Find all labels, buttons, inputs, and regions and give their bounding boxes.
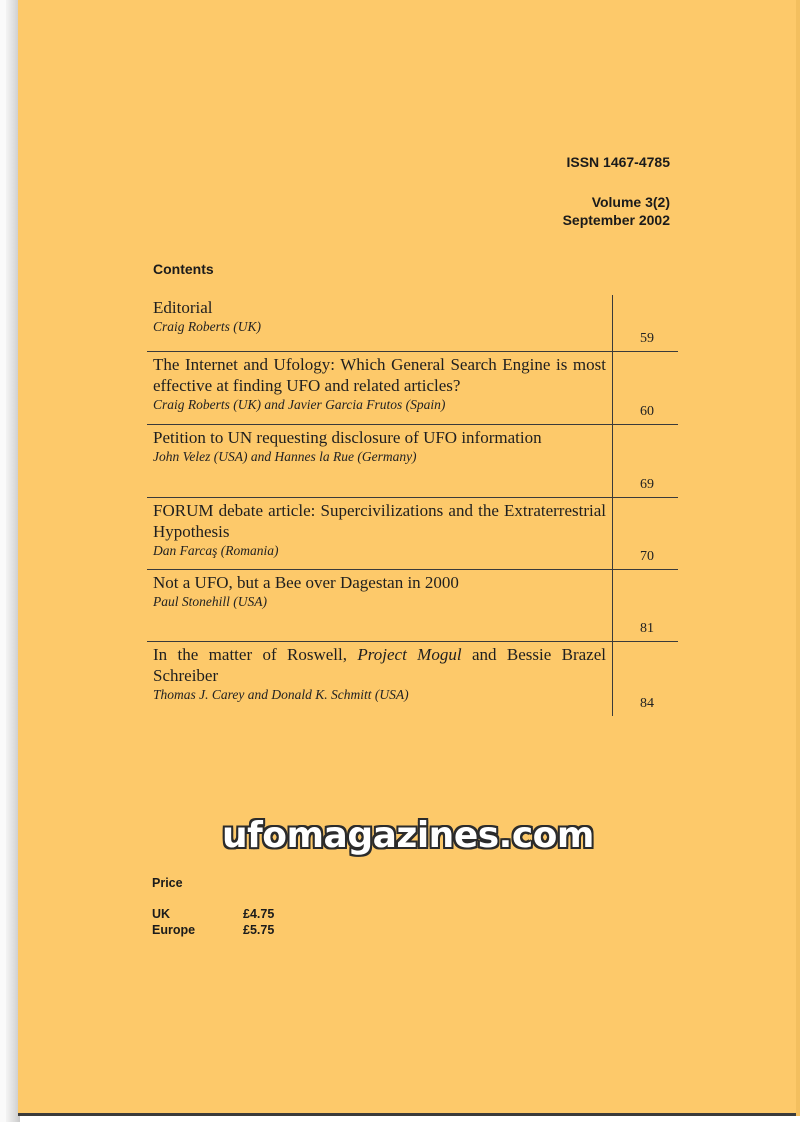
toc-entry-text <box>147 425 613 497</box>
toc-entry-search-engine[interactable] <box>147 352 678 425</box>
toc-title-italic: Project Mogul <box>357 645 462 664</box>
toc-entry-author: Craig Roberts (UK) <box>153 319 261 334</box>
toc-entry-author: Thomas J. Carey and Donald K. Schmitt (USA) <box>153 687 409 702</box>
toc-entry-title: Editorial <box>153 298 213 317</box>
toc-entry-editorial[interactable] <box>147 295 678 352</box>
watermark: ufomagazines.com <box>222 815 594 856</box>
toc-entry-title: Petition to UN requesting disclosure of UFO information <box>153 428 542 447</box>
price-amount: £4.75 <box>243 907 275 921</box>
toc-entry-title: Not a UFO, but a Bee over Dagestan in 2000 <box>153 573 459 592</box>
volume-info <box>563 193 670 229</box>
toc-entry-dagestan-bee[interactable] <box>147 570 678 642</box>
price-row <box>152 922 274 938</box>
price-region: Europe <box>152 923 196 937</box>
price-row <box>152 906 274 922</box>
issue-date: September 2002 <box>562 212 670 228</box>
table-of-contents <box>147 295 678 716</box>
price-table <box>152 906 274 938</box>
toc-entry-text <box>147 295 613 351</box>
price-amount: £5.75 <box>243 923 275 937</box>
toc-entry-roswell[interactable] <box>147 642 678 716</box>
toc-entry-page: 84 <box>640 696 654 711</box>
cover-right-edge <box>796 0 800 1116</box>
toc-entry-text <box>147 642 613 716</box>
issn: ISSN 1467-4785 <box>566 154 670 170</box>
toc-entry-page: 59 <box>640 331 654 346</box>
volume-number: Volume 3(2) <box>591 194 670 210</box>
toc-entry-text <box>147 570 613 641</box>
toc-entry-author: Dan Farcaş (Romania) <box>153 543 279 558</box>
toc-entry-title <box>153 642 612 686</box>
toc-entry-text <box>147 352 613 424</box>
toc-entry-text <box>147 498 613 569</box>
toc-entry-forum-debate[interactable] <box>147 498 678 570</box>
toc-entry-author: Craig Roberts (UK) and Javier Garcia Frutos (Spain) <box>153 397 446 412</box>
price-heading: Price <box>152 876 183 890</box>
toc-entry-author: Paul Stonehill (USA) <box>153 594 267 609</box>
toc-entry-page: 69 <box>640 477 654 492</box>
toc-entry-author: John Velez (USA) and Hannes la Rue (Germany) <box>153 449 417 464</box>
toc-title-part: In the matter of Roswell, <box>153 645 358 664</box>
toc-entry-page: 81 <box>640 621 654 636</box>
toc-entry-page: 70 <box>640 549 654 564</box>
contents-heading: Contents <box>153 261 214 277</box>
toc-entry-un-petition[interactable] <box>147 425 678 498</box>
toc-entry-title: The Internet and Ufology: Which General Search Engine is most effective at finding UFO and related articles? <box>153 355 606 395</box>
toc-entry-page: 60 <box>640 404 654 419</box>
price-region: UK <box>152 907 171 921</box>
toc-title-part: and Bessie Brazel Schreiber <box>153 645 606 685</box>
toc-entry-title: FORUM debate article: Supercivilizations and the Extraterrestrial Hypothesis <box>153 501 606 541</box>
